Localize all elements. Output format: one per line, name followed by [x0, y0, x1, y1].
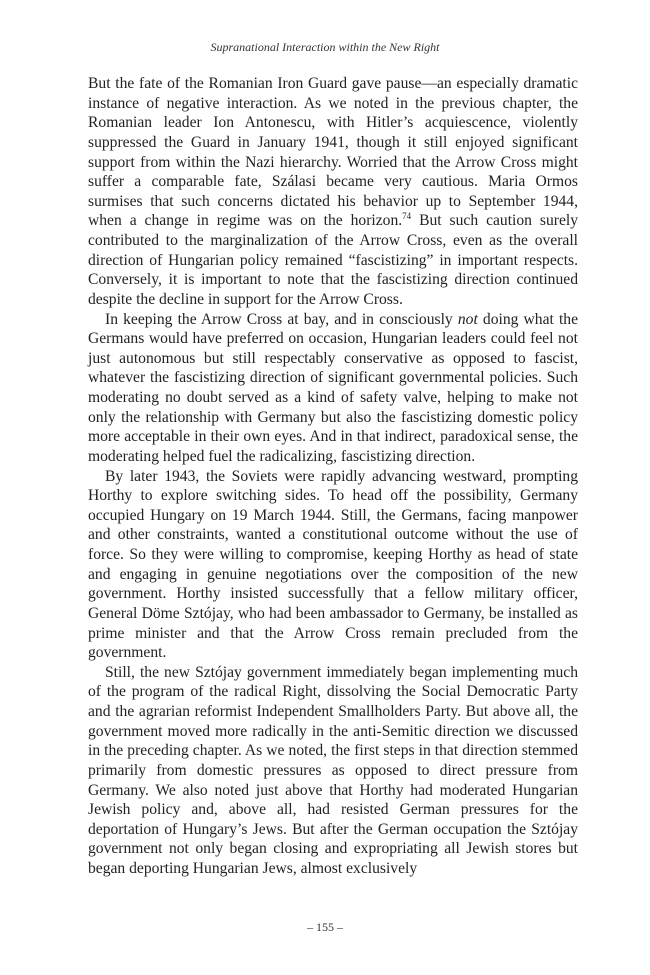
paragraph-text: But the fate of the Romanian Iron Guard gave pause—an especially dramatic instance of negative interaction. As we noted in the previous chapter, the Romanian leader Ion Antonescu, with Hitler’s acquiescence, violently suppressed the Guard in January 1941, though it still enjoyed significant support from within the Nazi hierarchy. Worried that the Arrow Cross might suffer a comparable fate, Szálasi became very cautious. Maria Ormos surmises that such concerns dictated his behavior up to September 1944, when a change in regime was on the horizon.: [88, 75, 578, 230]
emphasis-text: not: [457, 310, 478, 328]
paragraph-2: [88, 310, 578, 467]
paragraph-text: In keeping the Arrow Cross at bay, and in consciously: [105, 310, 458, 328]
page-number: – 155 –: [307, 920, 343, 934]
paragraph-4: Still, the new Sztójay government immediately began implementing much of the program of the radical Right, dissolving the Social Democratic Party and the agrarian reformist Independent Smallholders Party. But above all, the government moved more radically in the anti-Semitic direction we discussed in the preceding chapter. As we noted, the first steps in that direction stemmed primarily from domestic pressures as opposed to direct pressure from Germany. We also noted just above that Horthy had moderated Hungarian Jewish policy and, above all, had resisted German pressures for the deportation of Hungary’s Jews. But after the German occupation the Sztójay government not only began closing and expropriating all Jewish stores but began deporting Hungarian Jews, almost exclusively: [88, 663, 578, 877]
paragraph-1: [88, 74, 578, 310]
paragraph-text: But such caution surely contributed to the marginalization of the Arrow Cross, even as the overall direction of Hungarian policy remained “fascistizing” in important respects. Conversely, it is important to note that the fascistizing direction continued despite the decline in support for the Arrow Cross.: [88, 212, 579, 308]
body-text: [88, 74, 578, 879]
paragraph-3: By later 1943, the Soviets were rapidly advancing westward, prompting Horthy to explore switching sides. To head off the possibility, Germany occupied Hungary on 19 March 1944. Still, the Germans, facing manpower and other constraints, wanted a constitutional outcome without the use of force. So they were willing to compromise, keeping Horthy as head of state and engaging in genuine negotiations over the composition of the new government. Horthy insisted successfully that a fellow military officer, General Döme Sztójay, who had been ambassador to Germany, be installed as prime minister and that the Arrow Cross remain precluded from the government.: [88, 467, 578, 662]
footnote-marker[interactable]: 74: [402, 211, 412, 222]
running-head: Supranational Interaction within the New Right: [210, 40, 440, 54]
paragraph-text: doing what the Germans would have preferred on occasion, Hungarian leaders could feel not just autonomous but still respectably conservative as opposed to fascist, whatever the fascistizing direction of significant governmental policies. Such moderating no doubt served as a kind of safety valve, helping to make not only the relationship with Germany but also the fascistizing domestic policy more acceptable in their own eyes. And in that indirect, paradoxical sense, the moderating helped fuel the radicalizing, fascistizing direction.: [88, 310, 579, 465]
